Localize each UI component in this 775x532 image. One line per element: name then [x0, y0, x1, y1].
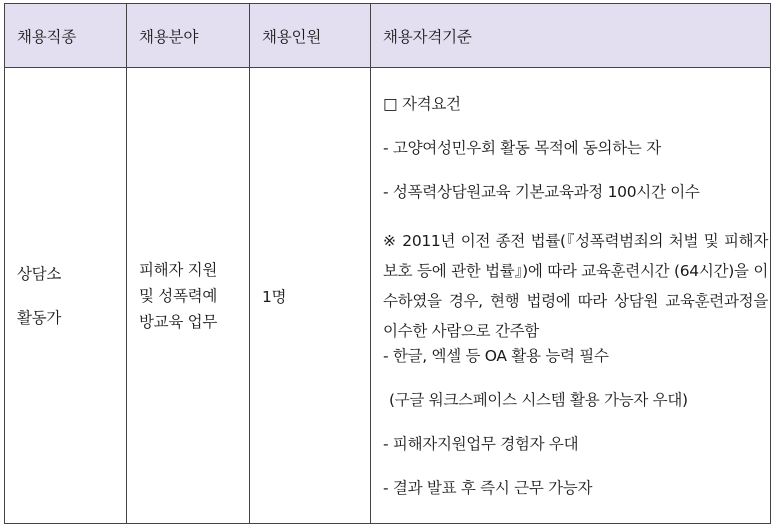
criteria-cell [371, 68, 771, 524]
header-field: 채용분야 [127, 4, 250, 68]
field-line: 피해자 지원 [139, 260, 217, 279]
header-headcount: 채용인원 [250, 4, 371, 68]
criteria-title: □ 자격요건 [383, 94, 461, 113]
recruitment-table [4, 3, 771, 524]
job-type-line: 상담소 [17, 264, 62, 283]
criteria-item: - 성폭력상담원교육 기본교육과정 100시간 이수 [383, 182, 700, 201]
field-line: 및 성폭력예 [139, 286, 217, 305]
criteria-note: ※ 2011년 이전 종전 법률(『성폭력범죄의 처벌 및 피해자보호 등에 관한 법률』)에 따라 교육훈련시간 (64시간)을 이수하였을 경우, 현행 법령에 따라 상담원 교육훈련과정을 이수한 사람으로 간주함 [383, 231, 768, 340]
criteria-item: - 결과 발표 후 즉시 근무 가능자 [383, 478, 593, 497]
headcount-value: 1명 [262, 287, 287, 306]
job-type-cell [5, 68, 127, 524]
field-cell [127, 68, 250, 524]
criteria-item: - 피해자지원업무 경험자 우대 [383, 434, 579, 453]
table-row [5, 68, 771, 524]
headcount-cell [250, 68, 371, 524]
header-job-type: 채용직종 [5, 4, 127, 68]
criteria-item: (구글 워크스페이스 시스템 활용 가능자 우대) [389, 390, 688, 409]
field-line: 방교육 업무 [139, 312, 217, 331]
header-criteria: 채용자격기준 [371, 4, 771, 68]
job-type-line: 활동가 [17, 308, 62, 327]
criteria-item: - 고양여성민우회 활동 목적에 동의하는 자 [383, 138, 661, 157]
criteria-item: - 한글, 엑셀 등 OA 활용 능력 필수 [383, 346, 609, 365]
header-row [5, 4, 771, 68]
